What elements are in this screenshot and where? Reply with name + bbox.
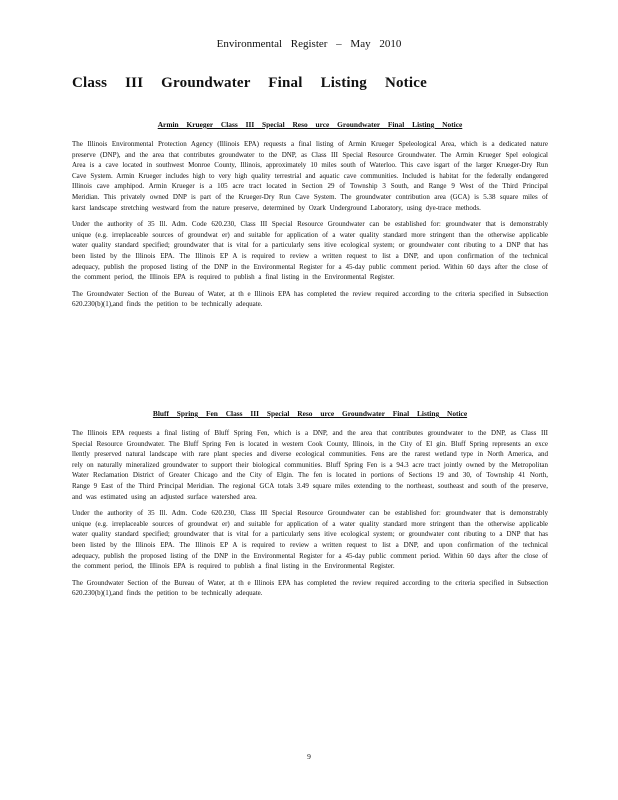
document-title: Class III Groundwater Final Listing Notice	[72, 75, 427, 91]
section-armin-krueger	[72, 120, 548, 316]
paragraph-review: The Groundwater Section of the Bureau of Water, at th e Illinois EPA has completed the review required according to the criteria specified in Subsection 620.230(b)(1),and finds the petition to be technically adequate.	[72, 289, 548, 309]
section-bluff-spring-fen	[72, 409, 548, 605]
paragraph-description: The Illinois EPA requests a final listing of Bluff Spring Fen, which is a DNP, and the area that contributes groundwater to the DNP, as Class III Special Resource Groundwater. The Bluff Spring Fen is located in western Cook County, Illinois, in the City of El gin. Bluff Spring represents an exce llently preserved natural landscape with rare plant species and diverse ecological communities. Fens are the rarest wetland type in North America, and rely on naturally mineralized groundwater to support their biological communities. Bluff Spring Fen is a 94.3 acre tract jointly owned by the Metropolitan Water Reclamation District of Greater Chicago and the City of Elgin. The fen is located in portions of Sections 19 and 30, of Township 41 North, Range 9 East of the Third Principal Meridian. The regional GCA totals 3.49 square miles extending to the northeast, southeast and south of the preserve, and was estimated using an adjusted surface watershed area.	[72, 429, 548, 501]
paragraph-review: The Groundwater Section of the Bureau of Water, at th e Illinois EPA has completed the review required according to the criteria specified in Subsection 620.230(b)(1),and finds the petition to be technically adequate.	[72, 578, 548, 598]
paragraph-description: The Illinois Environmental Protection Agency (Illinois EPA) requests a final listing of Armin Krueger Speleological Area, which is a dedicated nature preserve (DNP), and the area that contributes groundwater to the DNP, as Class III Special Resource Groundwater. The Armin Krueger Spel eological Area is a cave located in southwest Monroe County, Illinois, approximately 10 miles south of Waterloo. This cave isgart of the larger Krueger-Dry Run Cave System. Armin Krueger includes high to very high quality terrestrial and aquatic cave communities. Included is habitat for the federally endangered Illinois cave amphipod. Armin Krueger is a 105 acre tract located in Section 29 of Township 3 South, and Range 9 West of the Third Principal Meridian. This privately owned DNP is part of the Krueger-Dry Run Cave System. The groundwater contribution area (GCA) is 5.38 square miles of karst landscape stretching westward from the nature preserve, determined by Ozark Underground Laboratory, using dye-trace methods.	[72, 140, 548, 212]
paragraph-authority: Under the authority of 35 Ill. Adm. Code 620.230, Class III Special Resource Groundwater can be established for: groundwater that is demonstrably unique (e.g. irreplaceable sources of groundwat er) and suitable for application of a water quality standard more stringent than the otherwise applicable water quality standard specified; groundwater that is vital for a particularly sens itive ecological system; or groundwater cont ributing to a DNP that has been listed by the Illinois EPA. The Illinois EP A is required to review a written request to list a DNP, and upon confirmation of the technical adequacy, publish the proposed listing of the DNP in the Environmental Register for a 45-day public comment period. Within 60 days after the close of the comment period, the Illinois EPA is required to publish a final listing in the Environmental Register.	[72, 509, 548, 571]
page-number: 9	[307, 752, 311, 761]
section-heading: Armin Krueger Class III Special Reso urce Groundwater Final Listing Notice	[157, 120, 463, 129]
running-header: Environmental Register – May 2010	[216, 38, 402, 50]
section-heading: Bluff Spring Fen Class III Special Reso urce Groundwater Final Listing Notice	[152, 409, 468, 418]
paragraph-authority: Under the authority of 35 Ill. Adm. Code 620.230, Class III Special Resource Groundwater can be established for: groundwater that is demonstrably unique (e.g. irreplaceable sources of groundwat er) and suitable for application of a water quality standard more stringent than the otherwise applicable water quality standard specified; groundwater that is vital for a particularly sens itive ecological system; or groundwater cont ributing to a DNP that has been listed by the Illinois EPA. The Illinois EP A is required to review a written request to list a DNP, and upon confirmation of the technical adequacy, publish the proposed listing of the DNP in the Environmental Register for a 45-day public comment period. Within 60 days after the close of the comment period, the Illinois EPA is required to publish a final listing in the Environmental Register.	[72, 220, 548, 282]
